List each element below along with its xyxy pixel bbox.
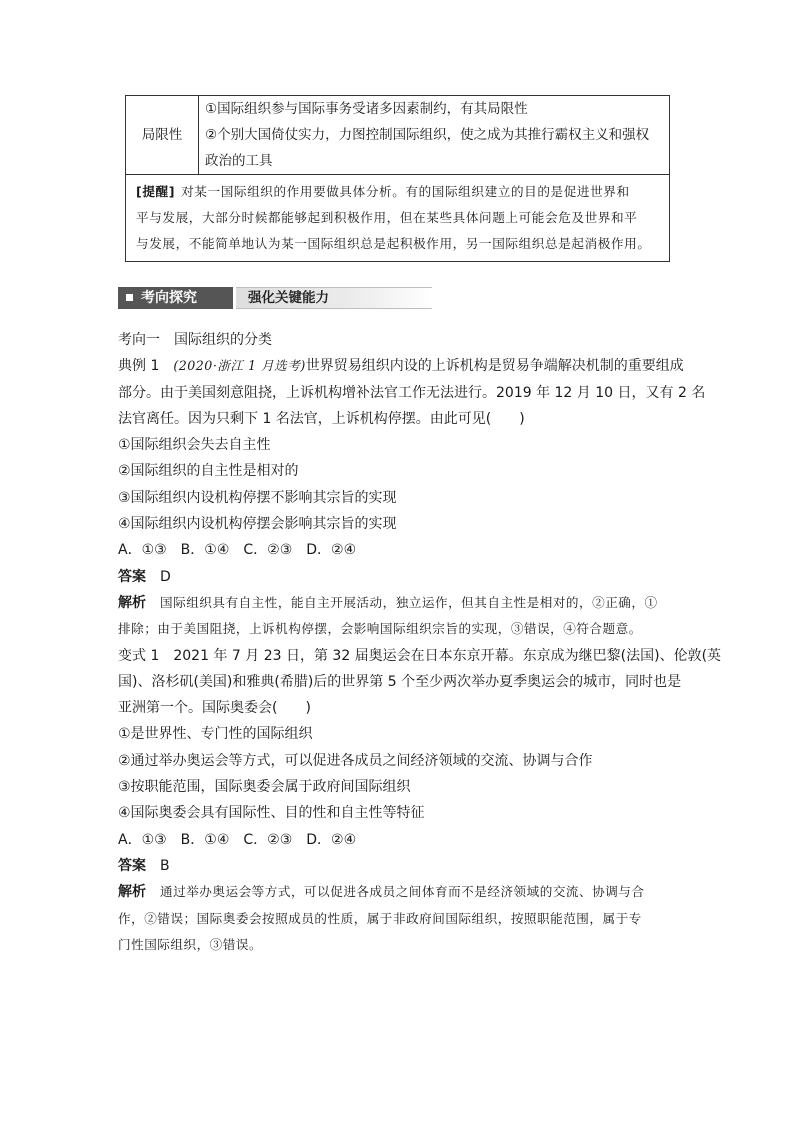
analysis-text-1: 通过举办奥运会等方式，可以促进各成员之间体育而不是经济领域的交流、协调与合 bbox=[160, 884, 645, 900]
example1-option-1: ①国际组织会失去自主性 bbox=[118, 437, 271, 454]
tip-line-1: 对某一国际组织的作用要做具体分析。有的国际组织建立的目的是促进世界和 bbox=[181, 184, 630, 199]
variant1-stem-text-1: 2021 年 7 月 23 日，第 32 届奥运会在日本东京开幕。东京成为继巴黎(法国)、伦敦(英 bbox=[173, 647, 722, 664]
topic-heading: 考向一 国际组织的分类 bbox=[118, 332, 272, 348]
analysis-text-1: 国际组织具有自主性，能自主开展活动，独立运作，但其自主性是相对的，②正确，① bbox=[160, 594, 658, 610]
tip-tag: [提醒] bbox=[136, 184, 176, 199]
limitation-item-2-cont: 政治的工具 bbox=[205, 153, 273, 169]
limitation-table bbox=[125, 95, 670, 262]
example1-answer bbox=[118, 564, 680, 590]
variant1-answer bbox=[118, 853, 680, 879]
tip-line-3: 与发展，不能简单地认为某一国际组织总是起积极作用，另一国际组织总是起消极作用。 bbox=[136, 236, 651, 251]
variant1-option-1: ①是世界性、专门性的国际组织 bbox=[118, 726, 313, 743]
main-content bbox=[118, 327, 722, 958]
analysis-label: 解析 bbox=[118, 884, 146, 901]
example1-source: (2020·浙江 1 月选考) bbox=[173, 358, 306, 374]
example1-analysis-line-2: 排除；由于美国阻挠，上诉机构停摆，会影响国际组织宗旨的实现，③错误，④符合题意。 bbox=[118, 621, 642, 637]
variant1-option-2: ②通过举办奥运会等方式，可以促进各成员之间经济领域的交流、协调与合作 bbox=[118, 752, 593, 769]
limitation-label: 局限性 bbox=[126, 96, 199, 175]
example1-analysis-line-1 bbox=[118, 590, 680, 616]
example1-label: 典例 1 bbox=[118, 358, 160, 375]
answer-label: 答案 bbox=[118, 857, 146, 874]
variant1-stem-line-2: 国)、洛杉矶(美国)和雅典(希腊)后的世界第 5 个至少两次举办夏季奥运会的城市，同时也是 bbox=[118, 673, 682, 690]
example1-option-4: ④国际组织内设机构停摆会影响其宗旨的实现 bbox=[118, 516, 397, 533]
limitation-item-2: ②个别大国倚仗实力，力图控制国际组织，使之成为其推行霸权主义和强权 bbox=[205, 127, 650, 143]
example1-option-2: ②国际组织的自主性是相对的 bbox=[118, 463, 299, 480]
example1-option-3: ③国际组织内设机构停摆不影响其宗旨的实现 bbox=[118, 489, 397, 506]
section-banner bbox=[118, 287, 432, 309]
variant1-option-3: ③按职能范围，国际奥委会属于政府间国际组织 bbox=[118, 779, 411, 796]
section-banner-title: 考向探究 bbox=[141, 290, 197, 306]
example1-stem-line-3: 法官离任。因为只剩下 1 名法官，上诉机构停摆。由此可见( ) bbox=[118, 410, 525, 427]
answer-value: B bbox=[160, 857, 170, 874]
example1-stem-line-1 bbox=[118, 353, 684, 379]
analysis-label: 解析 bbox=[118, 594, 146, 611]
section-banner-subtitle: 强化关键能力 bbox=[236, 287, 432, 309]
example1-stem-text-1: 世界贸易组织内设的上诉机构是贸易争端解决机制的重要组成 bbox=[305, 358, 684, 375]
variant1-stem-line-1 bbox=[118, 643, 722, 669]
variant1-analysis-line-1 bbox=[118, 879, 680, 905]
square-bullet-icon bbox=[126, 294, 133, 301]
variant1-analysis-line-2: 作，②错误；国际奥委会按照成员的性质，属于非政府间国际组织，按照职能范围，属于专 bbox=[118, 910, 642, 926]
variant1-label: 变式 1 bbox=[118, 647, 160, 664]
variant1-stem-line-3: 亚洲第一个。国际奥委会( ) bbox=[118, 700, 311, 717]
variant1-analysis-line-3: 门性国际组织，③错误。 bbox=[118, 936, 263, 952]
variant1-choices: A．①③ B．①④ C．②③ D．②④ bbox=[118, 831, 357, 848]
answer-value: D bbox=[160, 568, 171, 585]
answer-label: 答案 bbox=[118, 568, 146, 585]
tip-cell bbox=[126, 175, 670, 262]
example1-stem-line-2: 部分。由于美国刻意阻挠，上诉机构增补法官工作无法进行。2019 年 12 月 10 日，又有 2 名 bbox=[118, 384, 706, 401]
limitation-content bbox=[199, 96, 670, 175]
limitation-item-1: ①国际组织参与国际事务受诸多因素制约，有其局限性 bbox=[205, 101, 528, 117]
variant1-option-4: ④国际奥委会具有国际性、目的性和自主性等特征 bbox=[118, 805, 425, 822]
tip-line-2: 平与发展，大部分时候都能够起到积极作用，但在某些具体问题上可能会危及世界和平 bbox=[136, 210, 638, 225]
example1-choices: A．①③ B．①④ C．②③ D．②④ bbox=[118, 542, 357, 559]
section-banner-title-box bbox=[118, 287, 233, 309]
